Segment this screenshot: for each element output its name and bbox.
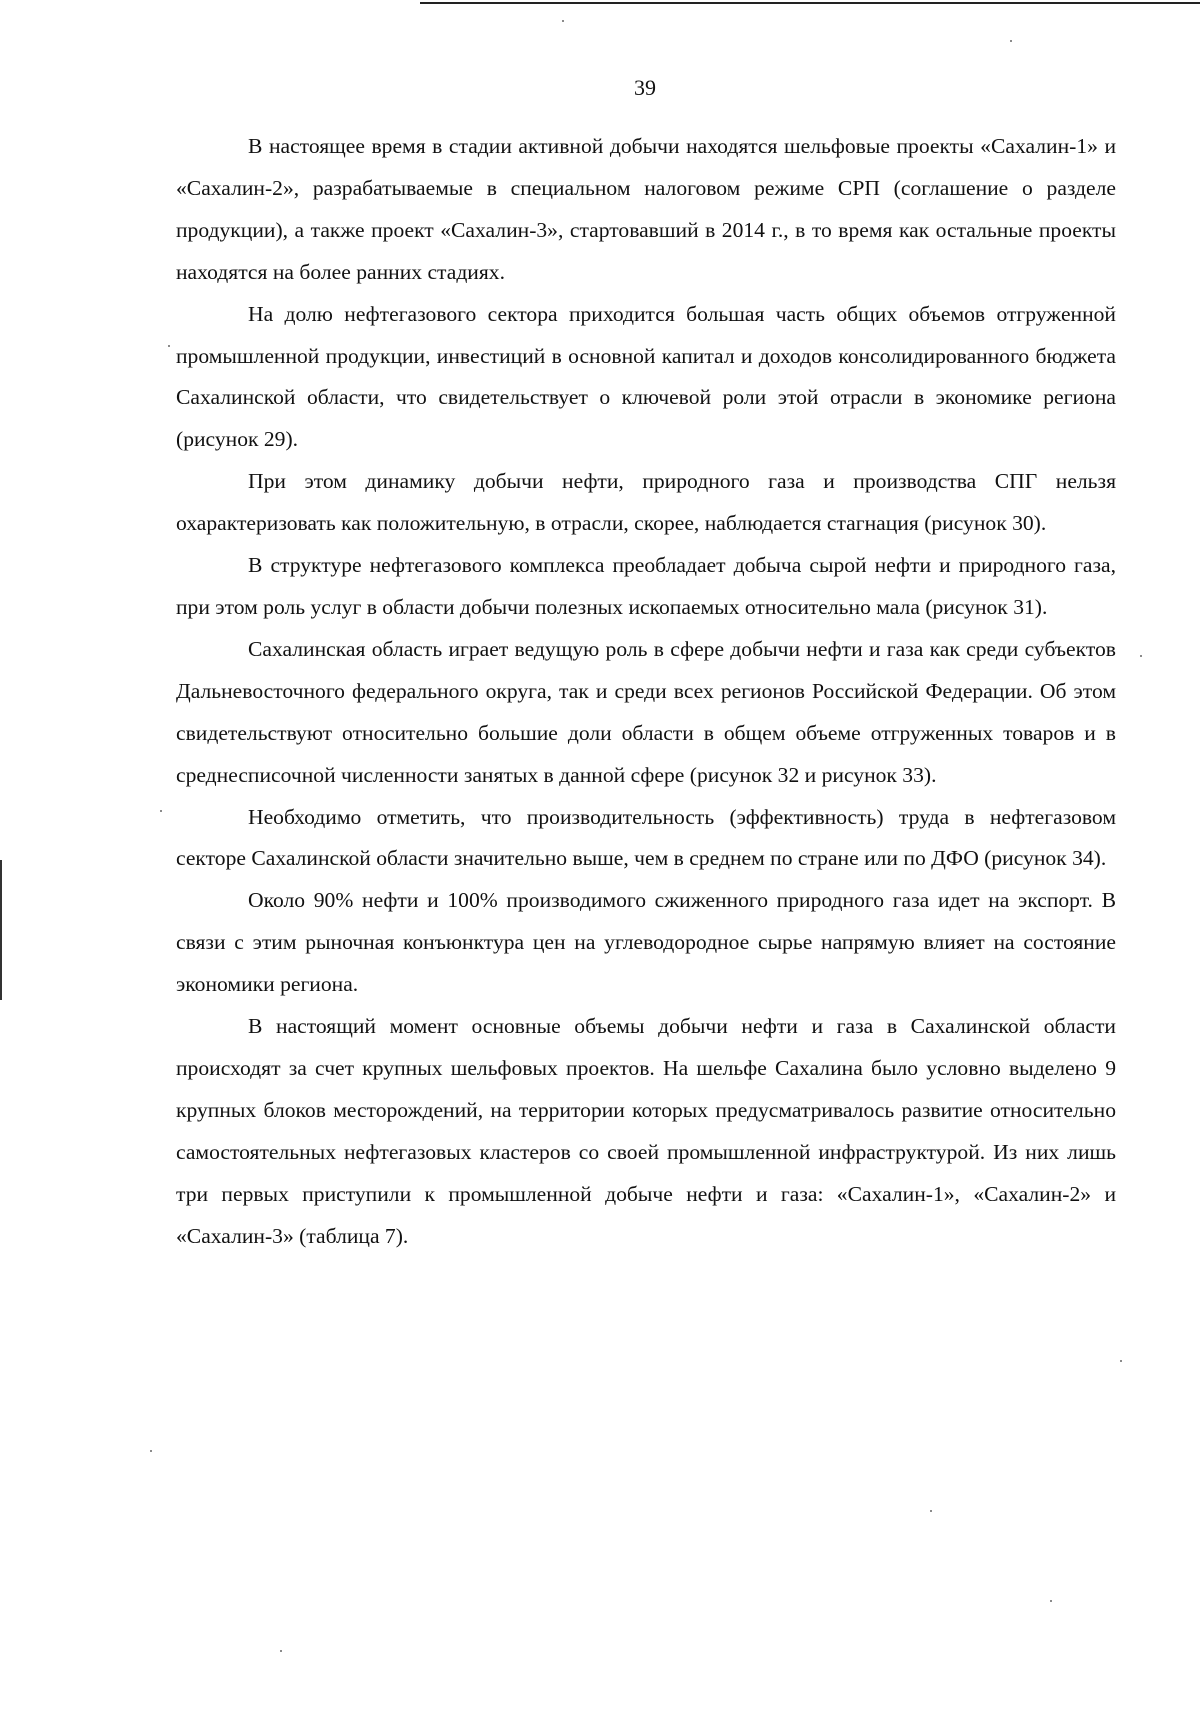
scan-speck	[1140, 655, 1142, 657]
scan-speck	[1050, 1600, 1052, 1602]
scan-speck	[280, 1650, 282, 1652]
paragraph: Сахалинская область играет ведущую роль в сфере добычи нефти и газа как среди субъектов Дальневосточного федерального округа, так и среди всех регионов Российской Федерации. Об этом свидетельствуют относительно большие доли области в общем объеме отгруженных товаров и в среднесписочной численности занятых в данной сфере (рисунок 32 и рисунок 33).	[176, 636, 1116, 787]
paragraph: При этом динамику добычи нефти, природного газа и производства СПГ нельзя охарактеризовать как положительную, в отрасли, скорее, наблюдается стагнация (рисунок 30).	[176, 469, 1116, 536]
scan-speck	[562, 20, 564, 22]
scan-speck	[150, 1450, 152, 1452]
document-body	[176, 126, 1116, 1257]
paragraph: В настоящий момент основные объемы добычи нефти и газа в Сахалинской области происходят за счет крупных шельфовых проектов. На шельфе Сахалина было условно выделено 9 крупных блоков месторождений, на территории которых предусматривалось развитие относительно самостоятельных нефтегазовых кластеров со своей промышленной инфраструктурой. Из них лишь три первых приступили к промышленной добыче нефти и газа: «Сахалин-1», «Сахалин-2» и «Сахалин-3» (таблица 7).	[176, 1014, 1116, 1248]
paragraph: Около 90% нефти и 100% производимого сжиженного природного газа идет на экспорт. В связи с этим рыночная конъюнктура цен на углеводородное сырье напрямую влияет на состояние экономики региона.	[176, 888, 1116, 997]
scan-left-edge	[0, 860, 2, 1000]
scan-speck	[930, 1510, 932, 1512]
scan-speck	[1120, 1360, 1122, 1362]
scan-speck	[160, 810, 162, 812]
scan-speck	[1010, 40, 1012, 42]
scan-speck	[168, 345, 170, 347]
paragraph: В настоящее время в стадии активной добычи находятся шельфовые проекты «Сахалин-1» и «Сахалин-2», разрабатываемые в специальном налоговом режиме СРП (соглашение о разделе продукции), а также проект «Сахалин-3», стартовавший в 2014 г., в то время как остальные проекты находятся на более ранних стадиях.	[176, 134, 1116, 284]
page-number: 39	[634, 75, 656, 100]
scan-top-border	[420, 2, 1200, 4]
paragraph: Необходимо отметить, что производительность (эффективность) труда в нефтегазовом секторе Сахалинской области значительно выше, чем в среднем по стране или по ДФО (рисунок 34).	[176, 804, 1116, 871]
paragraph: В структуре нефтегазового комплекса преобладает добыча сырой нефти и природного газа, при этом роль услуг в области добычи полезных ископаемых относительно мала (рисунок 31).	[176, 553, 1116, 619]
paragraph: На долю нефтегазового сектора приходится большая часть общих объемов отгруженной промышленной продукции, инвестиций в основной капитал и доходов консолидированного бюджета Сахалинской области, что свидетельствует о ключевой роли этой отрасли в экономике региона (рисунок 29).	[176, 301, 1116, 452]
